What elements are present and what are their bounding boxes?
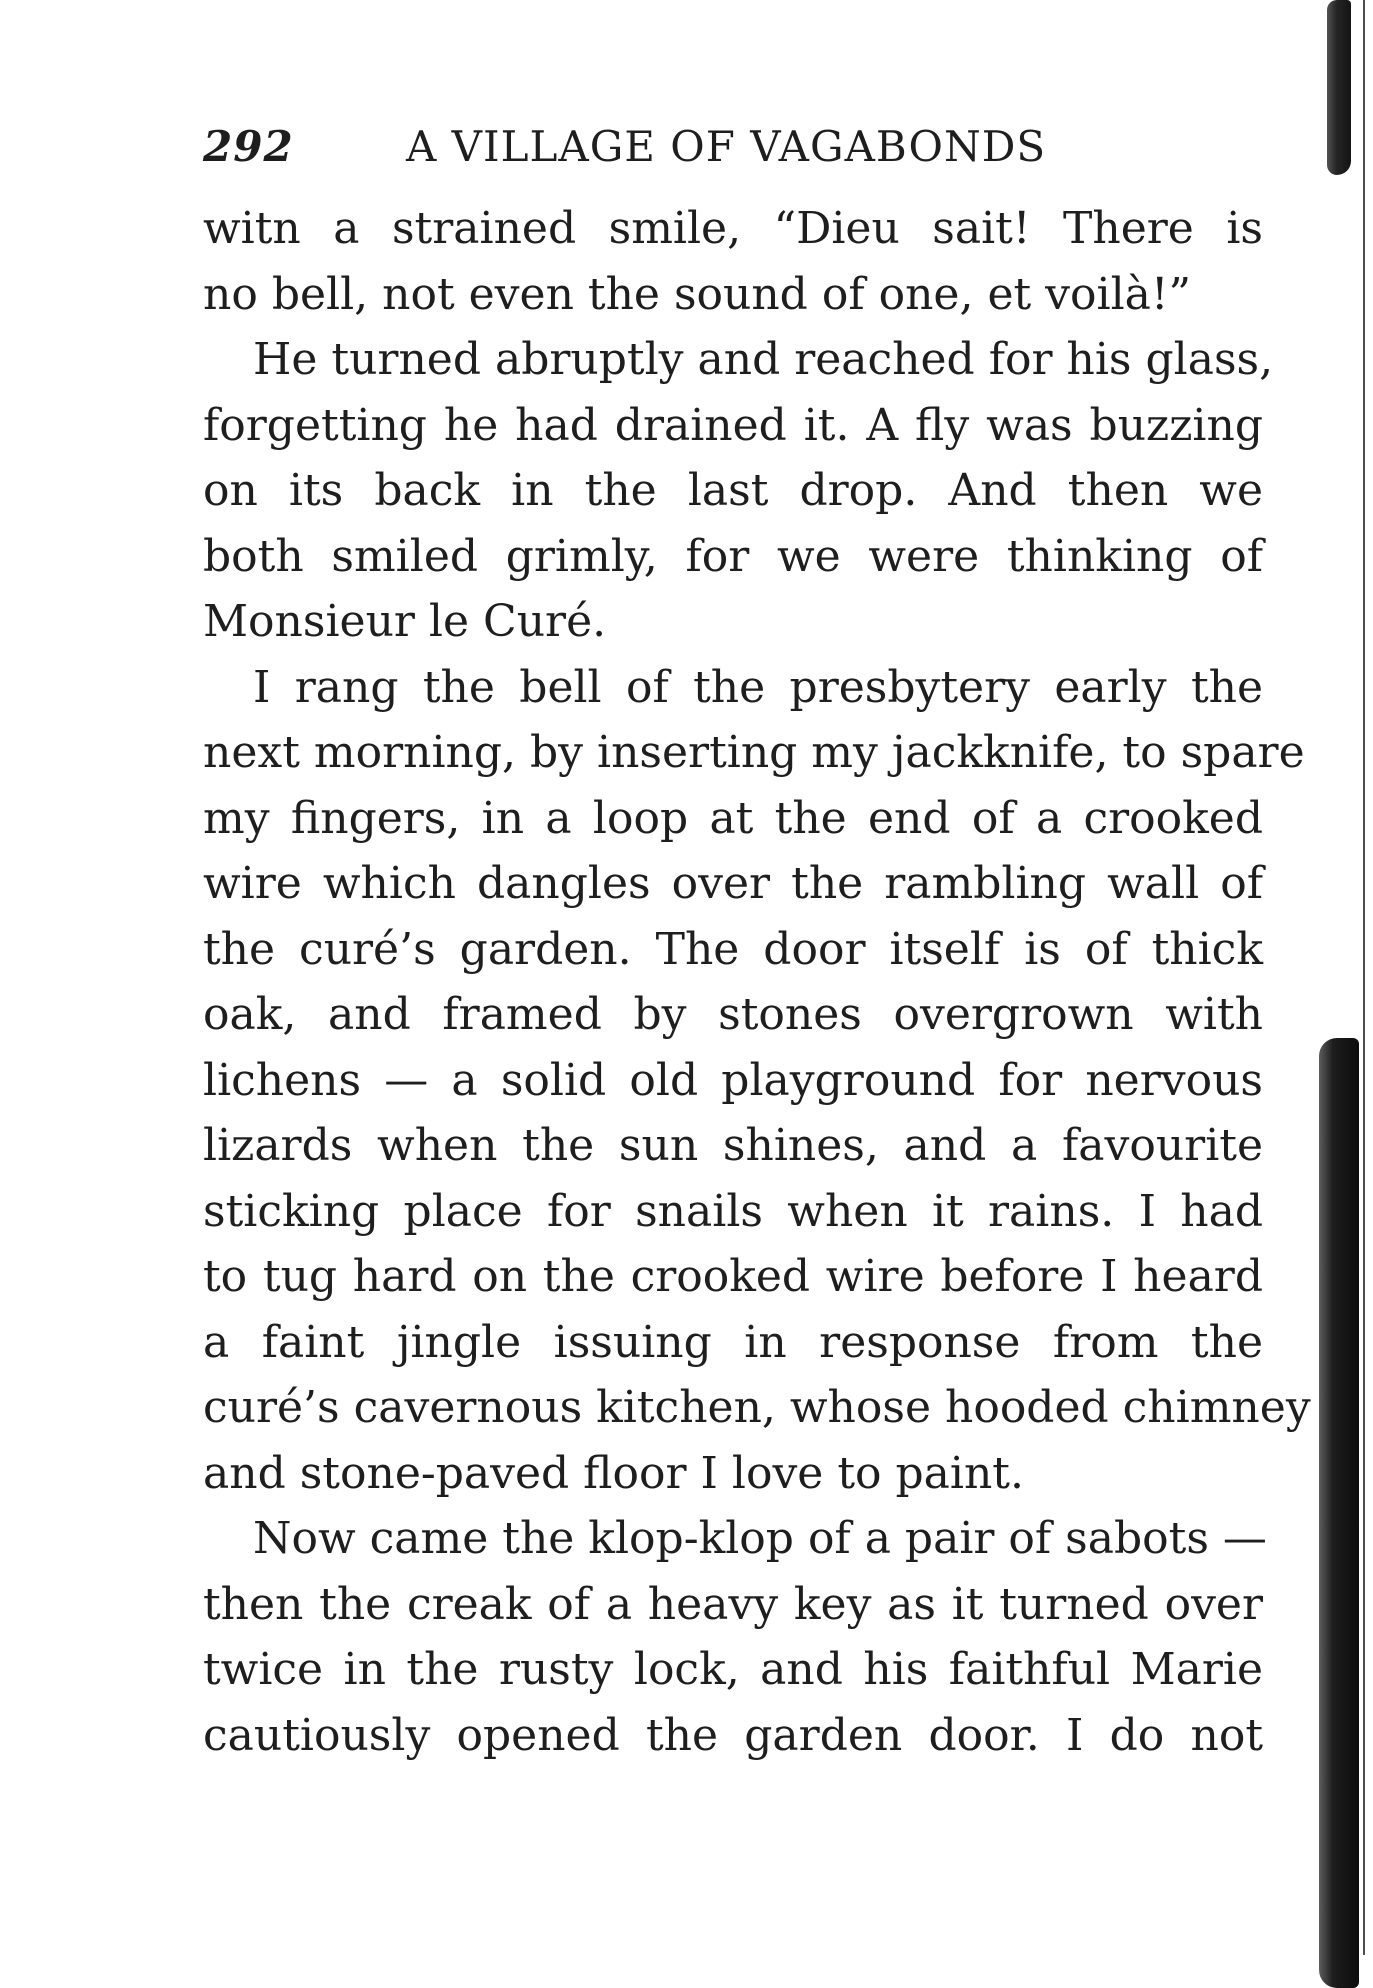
text-line: twice in the rusty lock, and his faithful Marie <box>203 1644 1263 1695</box>
page-number: 292 <box>203 122 294 171</box>
text-line: lichens — a solid old playground for nervous <box>203 1054 1263 1106</box>
text-line: witn a strained smile, “Dieu sait! There is <box>203 203 1263 254</box>
binding-shadow-bottom <box>1319 1038 1359 1988</box>
page-edge <box>1363 0 1365 1955</box>
text-line: a faint jingle issuing in response from the <box>203 1316 1263 1368</box>
text-line: on its back in the last drop. And then we <box>203 465 1263 516</box>
text-line: to tug hard on the crooked wire before I heard <box>203 1251 1263 1302</box>
text-line: lizards when the sun shines, and a favourite <box>203 1120 1263 1171</box>
text-line: sticking place for snails when it rains. I had <box>203 1185 1263 1237</box>
text-line: I rang the bell of the presbytery early the <box>253 661 1263 713</box>
text-line: both smiled grimly, for we were thinking of <box>203 530 1263 582</box>
text-line: then the creak of a heavy key as it turned over <box>203 1578 1263 1630</box>
text-line: cautiously opened the garden door. I do not <box>203 1709 1263 1761</box>
text-line: no bell, not even the sound of one, et voilà!” <box>203 268 1192 320</box>
running-title: A VILLAGE OF VAGABONDS <box>406 122 1047 171</box>
text-line: oak, and framed by stones overgrown with <box>203 989 1263 1040</box>
text-line: curé’s cavernous kitchen, whose hooded chimney <box>203 1382 1311 1433</box>
body-text <box>203 196 1311 1768</box>
text-line: next morning, by inserting my jackknife, to spare <box>203 727 1305 778</box>
running-head <box>203 122 1263 172</box>
text-line: He turned abruptly and reached for his glass, <box>253 334 1274 385</box>
text-line: Monsieur le Curé. <box>203 596 607 647</box>
text-line: forgetting he had drained it. A fly was buzzing <box>203 399 1263 451</box>
text-line: my fingers, in a loop at the end of a crooked <box>203 792 1263 844</box>
text-line: Now came the klop-klop of a pair of sabots — <box>253 1513 1267 1564</box>
text-line: the curé’s garden. The door itself is of thick <box>203 923 1263 975</box>
text-line: wire which dangles over the rambling wall of <box>203 858 1263 909</box>
text-line: and stone-paved floor I love to paint. <box>203 1447 1024 1499</box>
binding-shadow-top <box>1327 0 1351 175</box>
